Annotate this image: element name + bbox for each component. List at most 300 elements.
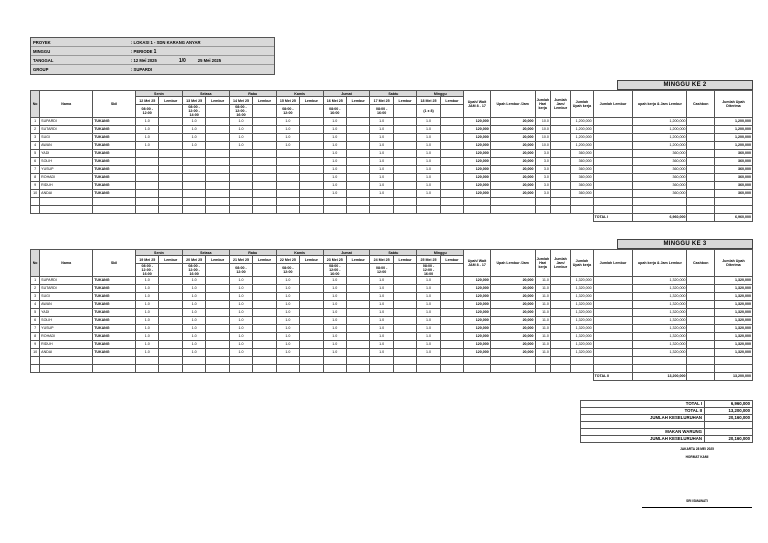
cell-jam bbox=[550, 118, 570, 126]
cell-lembur bbox=[347, 325, 370, 333]
blank-cell bbox=[40, 365, 93, 373]
blank-cell bbox=[440, 365, 463, 373]
cell-day: 1.0 bbox=[370, 277, 393, 285]
col-jumlah-hari: Jumlah Hari kerja bbox=[535, 250, 550, 277]
project-header bbox=[30, 37, 275, 75]
blank-cell bbox=[550, 357, 570, 365]
total-spacer bbox=[31, 373, 594, 381]
cell-lembur bbox=[440, 341, 463, 349]
cell-upah-kerja-jam: 1,320,000 bbox=[633, 333, 687, 341]
cell-lembur bbox=[440, 349, 463, 357]
cell-lembur bbox=[440, 118, 463, 126]
cell-day bbox=[276, 190, 299, 198]
col-cashbon: Cashbon bbox=[687, 91, 715, 118]
cell-jumlah-lembur bbox=[593, 182, 633, 190]
cell-cashbon bbox=[687, 134, 715, 142]
cell-upah-kerja-jam: 1,320,000 bbox=[633, 309, 687, 317]
cell-lembur bbox=[347, 174, 370, 182]
cell-nama: YADI bbox=[40, 150, 93, 158]
blank-cell bbox=[40, 206, 93, 214]
cell-day: 1.0 bbox=[276, 349, 299, 357]
cell-upah-kerja: 1,320,000 bbox=[571, 277, 593, 285]
summary-label: MAKAN WARUNG bbox=[581, 429, 705, 436]
cell-day: 1.0 bbox=[136, 333, 159, 341]
cell-day: 1.0 bbox=[229, 309, 252, 317]
blank-cell bbox=[229, 198, 252, 206]
cell-lembur bbox=[300, 277, 323, 285]
cell-lembur bbox=[159, 118, 182, 126]
cell-upah-kerja: 360,000 bbox=[571, 190, 593, 198]
blank-cell bbox=[535, 206, 550, 214]
cell-day: 1.0 bbox=[276, 142, 299, 150]
day-time: 08:00 - 12:00 - 14:00 bbox=[182, 105, 205, 118]
cell-lembur bbox=[253, 134, 276, 142]
cell-lembur-jam: 20,000 bbox=[490, 182, 535, 190]
cell-day: 1.0 bbox=[323, 182, 346, 190]
blank-cell bbox=[535, 198, 550, 206]
cell-day: 1.0 bbox=[182, 293, 205, 301]
cell-day: 1.0 bbox=[417, 142, 440, 150]
cell-hari: 3.0 bbox=[535, 150, 550, 158]
blank-cell bbox=[550, 198, 570, 206]
total-cashbon bbox=[687, 373, 715, 381]
cell-total: 1,200,000 bbox=[714, 126, 752, 134]
cell-jumlah-lembur bbox=[593, 166, 633, 174]
cell-hari: 11.0 bbox=[535, 325, 550, 333]
cell-lembur-jam: 20,000 bbox=[490, 166, 535, 174]
day-date: 18 Mei 25 bbox=[417, 97, 440, 105]
day-date: 16 Mei 25 bbox=[323, 97, 346, 105]
cell-skil: TUKANG bbox=[93, 174, 136, 182]
cell-cashbon bbox=[687, 190, 715, 198]
cell-jam bbox=[550, 182, 570, 190]
cell-lembur bbox=[393, 166, 416, 174]
cell-lembur bbox=[206, 333, 229, 341]
cell-cashbon bbox=[687, 182, 715, 190]
cell-lembur bbox=[253, 174, 276, 182]
blank-cell bbox=[571, 198, 593, 206]
cell-total: 360,000 bbox=[714, 158, 752, 166]
table-row bbox=[31, 126, 753, 134]
day-lembur-empty bbox=[347, 105, 370, 118]
cell-jumlah-lembur bbox=[593, 285, 633, 293]
blank-cell bbox=[159, 198, 182, 206]
cell-lembur bbox=[440, 285, 463, 293]
day-lembur: Lembur bbox=[440, 256, 463, 264]
cell-skil: TUKANG bbox=[93, 325, 136, 333]
cell-lembur-jam: 20,000 bbox=[490, 317, 535, 325]
cell-upah-kerja: 360,000 bbox=[571, 166, 593, 174]
table-row bbox=[31, 317, 753, 325]
cell-jam bbox=[550, 317, 570, 325]
cell-nama: SUTARDI bbox=[40, 126, 93, 134]
cell-day: 1.0 bbox=[417, 285, 440, 293]
blank-cell bbox=[464, 357, 491, 365]
blank-cell bbox=[206, 206, 229, 214]
cell-lembur bbox=[347, 190, 370, 198]
col-upah-kerja-jam: upah kerja & Jam Lembur bbox=[633, 91, 687, 118]
cell-lembur bbox=[440, 142, 463, 150]
day-date: 22 Mei 25 bbox=[276, 256, 299, 264]
summary-row bbox=[581, 429, 753, 436]
cell-upah-kerja-jam: 360,000 bbox=[633, 158, 687, 166]
date-separator: 1/0 bbox=[178, 58, 186, 64]
cell-skil: TUKANG bbox=[93, 317, 136, 325]
day-lembur: Lembur bbox=[300, 97, 323, 105]
cell-upah: 120,000 bbox=[464, 142, 491, 150]
blank-cell bbox=[633, 198, 687, 206]
cell-cashbon bbox=[687, 301, 715, 309]
cell-hari: 3.0 bbox=[535, 166, 550, 174]
cell-lembur bbox=[393, 285, 416, 293]
cell-upah-kerja: 1,200,000 bbox=[571, 134, 593, 142]
cell-jam bbox=[550, 277, 570, 285]
header-row-group bbox=[31, 65, 274, 74]
cell-lembur-jam: 20,000 bbox=[490, 325, 535, 333]
summary-row bbox=[581, 436, 753, 443]
col-day: Selasa bbox=[182, 250, 229, 256]
cell-upah-kerja-jam: 1,320,000 bbox=[633, 317, 687, 325]
cell-no: 9 bbox=[31, 341, 40, 349]
blank-cell bbox=[323, 357, 346, 365]
table-row bbox=[31, 341, 753, 349]
blank-cell bbox=[136, 206, 159, 214]
col-day: Rabu bbox=[229, 91, 276, 97]
period-number: 1 bbox=[153, 49, 157, 55]
day-time: 08:00 - 12:00 - 16:00 bbox=[182, 264, 205, 277]
col-jumlah-upah-kerja: Jumlah Upah kerja bbox=[571, 91, 593, 118]
cell-nama: YADI bbox=[40, 309, 93, 317]
summary-value: 13,200,000 bbox=[705, 408, 753, 415]
blank-cell bbox=[276, 365, 299, 373]
cell-day bbox=[276, 166, 299, 174]
cell-skil: TUKANG bbox=[93, 285, 136, 293]
cell-day: 1.0 bbox=[182, 309, 205, 317]
cell-day: 1.0 bbox=[417, 182, 440, 190]
cell-lembur bbox=[159, 126, 182, 134]
cell-lembur bbox=[253, 285, 276, 293]
cell-lembur bbox=[253, 293, 276, 301]
cell-total: 1,320,000 bbox=[714, 325, 752, 333]
blank-cell bbox=[393, 357, 416, 365]
cell-upah-kerja: 1,320,000 bbox=[571, 333, 593, 341]
cell-total: 360,000 bbox=[714, 182, 752, 190]
cell-nama: ROHADI bbox=[40, 333, 93, 341]
cell-day: 1.0 bbox=[229, 317, 252, 325]
cell-day: 1.0 bbox=[182, 349, 205, 357]
blank-cell bbox=[714, 206, 752, 214]
cell-lembur bbox=[159, 285, 182, 293]
cell-jam bbox=[550, 166, 570, 174]
blank-cell bbox=[300, 206, 323, 214]
cell-upah: 120,000 bbox=[464, 317, 491, 325]
cell-upah-kerja: 1,320,000 bbox=[571, 349, 593, 357]
blank-cell bbox=[93, 206, 136, 214]
cell-upah: 120,000 bbox=[464, 309, 491, 317]
table-row bbox=[31, 166, 753, 174]
blank-cell bbox=[550, 206, 570, 214]
cell-lembur bbox=[159, 301, 182, 309]
col-day: Selasa bbox=[182, 91, 229, 97]
cell-day: 1.0 bbox=[276, 118, 299, 126]
cell-day: 1.0 bbox=[276, 134, 299, 142]
day-date: 24 Mei 25 bbox=[370, 256, 393, 264]
cell-lembur bbox=[253, 333, 276, 341]
cell-day: 1.0 bbox=[323, 142, 346, 150]
period-label: : PERIODE bbox=[131, 49, 153, 54]
cell-day: 1.0 bbox=[229, 285, 252, 293]
blank-cell bbox=[182, 206, 205, 214]
cell-lembur bbox=[206, 325, 229, 333]
blank-cell bbox=[347, 357, 370, 365]
header-row-proyek bbox=[31, 38, 274, 47]
cell-lembur bbox=[159, 333, 182, 341]
cell-jumlah-lembur bbox=[593, 293, 633, 301]
cell-day: 1.0 bbox=[417, 293, 440, 301]
cell-lembur bbox=[440, 166, 463, 174]
blank-cell bbox=[571, 357, 593, 365]
cell-total: 1,320,000 bbox=[714, 349, 752, 357]
cell-no: 8 bbox=[31, 333, 40, 341]
blank-row bbox=[31, 198, 753, 206]
cell-nama: ANDAI bbox=[40, 190, 93, 198]
blank-cell bbox=[593, 206, 633, 214]
cell-day bbox=[229, 182, 252, 190]
blank-cell bbox=[370, 198, 393, 206]
blank-cell bbox=[687, 365, 715, 373]
cell-day: 1.0 bbox=[182, 333, 205, 341]
day-lembur-empty bbox=[393, 105, 416, 118]
blank-cell bbox=[714, 198, 752, 206]
table-row bbox=[31, 277, 753, 285]
cell-lembur bbox=[440, 317, 463, 325]
cell-day: 1.0 bbox=[182, 134, 205, 142]
cell-day: 1.0 bbox=[323, 285, 346, 293]
cell-lembur bbox=[300, 309, 323, 317]
cell-lembur bbox=[440, 126, 463, 134]
cell-skil: TUKANG bbox=[93, 166, 136, 174]
day-lembur-empty bbox=[206, 105, 229, 118]
cell-day: 1.0 bbox=[136, 325, 159, 333]
cell-day bbox=[182, 150, 205, 158]
cell-lembur bbox=[393, 174, 416, 182]
cell-no: 2 bbox=[31, 285, 40, 293]
cell-lembur-jam: 20,000 bbox=[490, 309, 535, 317]
cell-hari: 11.0 bbox=[535, 285, 550, 293]
day-time: 08:00 - 12:00 - 16:00 bbox=[136, 264, 159, 277]
cell-upah-kerja: 1,200,000 bbox=[571, 118, 593, 126]
day-lembur-empty bbox=[159, 105, 182, 118]
table-row bbox=[31, 134, 753, 142]
cell-day: 1.0 bbox=[417, 349, 440, 357]
cell-lembur-jam: 20,000 bbox=[490, 293, 535, 301]
blank-cell bbox=[593, 357, 633, 365]
cell-lembur bbox=[300, 333, 323, 341]
cell-lembur bbox=[300, 285, 323, 293]
cell-total: 1,200,000 bbox=[714, 118, 752, 126]
cell-no: 6 bbox=[31, 317, 40, 325]
day-date: 20 Mei 25 bbox=[182, 256, 205, 264]
col-upah-wait: Upah/ Wait JAM 8 - 17 bbox=[464, 250, 491, 277]
col-jumlah-jam: Jumlah Jam/ Lembur bbox=[550, 250, 570, 277]
cell-lembur bbox=[206, 317, 229, 325]
summary-label: JUMLAH KESELURUHAN bbox=[581, 436, 705, 443]
cell-hari: 10.0 bbox=[535, 142, 550, 150]
cell-day: 1.0 bbox=[323, 341, 346, 349]
cell-upah-kerja-jam: 1,200,000 bbox=[633, 134, 687, 142]
cell-lembur-jam: 20,000 bbox=[490, 174, 535, 182]
cell-hari: 11.0 bbox=[535, 333, 550, 341]
cell-jam bbox=[550, 349, 570, 357]
day-lembur-empty bbox=[393, 264, 416, 277]
cell-lembur bbox=[347, 349, 370, 357]
cell-no: 4 bbox=[31, 142, 40, 150]
cell-hari: 11.0 bbox=[535, 309, 550, 317]
cell-cashbon bbox=[687, 150, 715, 158]
blank-cell bbox=[370, 357, 393, 365]
cell-jumlah-lembur bbox=[593, 341, 633, 349]
cell-no: 10 bbox=[31, 190, 40, 198]
cell-lembur bbox=[347, 166, 370, 174]
cell-lembur bbox=[393, 293, 416, 301]
cell-lembur bbox=[206, 190, 229, 198]
cell-day: 1.0 bbox=[136, 309, 159, 317]
cell-day: 1.0 bbox=[136, 277, 159, 285]
cell-jumlah-lembur bbox=[593, 118, 633, 126]
cell-day: 1.0 bbox=[370, 134, 393, 142]
day-lembur: Lembur bbox=[159, 97, 182, 105]
cell-jumlah-lembur bbox=[593, 158, 633, 166]
cell-upah: 120,000 bbox=[464, 325, 491, 333]
cell-lembur bbox=[300, 317, 323, 325]
cell-lembur bbox=[300, 166, 323, 174]
cell-jam bbox=[550, 301, 570, 309]
cell-day: 1.0 bbox=[136, 293, 159, 301]
cell-lembur bbox=[440, 293, 463, 301]
cell-cashbon bbox=[687, 325, 715, 333]
cell-day: 1.0 bbox=[370, 349, 393, 357]
cell-lembur bbox=[347, 277, 370, 285]
day-lembur: Lembur bbox=[393, 97, 416, 105]
week2-title: MINGGU KE 2 bbox=[617, 80, 753, 90]
cell-lembur bbox=[393, 126, 416, 134]
cell-day: 1.0 bbox=[276, 325, 299, 333]
cell-jam bbox=[550, 158, 570, 166]
blank-cell bbox=[440, 357, 463, 365]
cell-lembur bbox=[347, 118, 370, 126]
blank-cell bbox=[253, 198, 276, 206]
blank-cell bbox=[687, 198, 715, 206]
blank-cell bbox=[253, 206, 276, 214]
cell-day: 1.0 bbox=[417, 150, 440, 158]
cell-nama: ROHADI bbox=[40, 174, 93, 182]
day-date: 21 Mei 25 bbox=[229, 256, 252, 264]
summary-value: 6,960,000 bbox=[705, 401, 753, 408]
blank-cell bbox=[93, 198, 136, 206]
cell-day: 1.0 bbox=[370, 190, 393, 198]
day-lembur: Lembur bbox=[347, 97, 370, 105]
cell-lembur bbox=[206, 285, 229, 293]
cell-no: 6 bbox=[31, 158, 40, 166]
cell-skil: TUKANG bbox=[93, 341, 136, 349]
cell-day: 1.0 bbox=[229, 118, 252, 126]
day-time: 08:00 - 12:00 - 16:00 bbox=[417, 264, 440, 277]
cell-no: 1 bbox=[31, 118, 40, 126]
cell-cashbon bbox=[687, 126, 715, 134]
day-lembur-empty bbox=[253, 105, 276, 118]
cell-lembur bbox=[300, 158, 323, 166]
blank-cell bbox=[464, 198, 491, 206]
blank-cell bbox=[300, 198, 323, 206]
cell-jumlah-lembur bbox=[593, 325, 633, 333]
day-lembur: Lembur bbox=[393, 256, 416, 264]
header-value bbox=[131, 56, 274, 64]
cell-day: 1.0 bbox=[323, 333, 346, 341]
cell-total: 1,320,000 bbox=[714, 341, 752, 349]
cell-jumlah-lembur bbox=[593, 333, 633, 341]
cell-lembur bbox=[300, 150, 323, 158]
cell-hari: 3.0 bbox=[535, 190, 550, 198]
cell-lembur bbox=[159, 174, 182, 182]
cell-lembur bbox=[440, 190, 463, 198]
table-row bbox=[31, 293, 753, 301]
cell-day: 1.0 bbox=[276, 285, 299, 293]
cell-upah: 120,000 bbox=[464, 174, 491, 182]
cell-skil: TUKANG bbox=[93, 349, 136, 357]
cell-lembur bbox=[206, 182, 229, 190]
cell-lembur bbox=[159, 142, 182, 150]
cell-no: 3 bbox=[31, 293, 40, 301]
day-lembur: Lembur bbox=[253, 256, 276, 264]
summary-row bbox=[581, 408, 753, 415]
blank-cell bbox=[440, 206, 463, 214]
cell-day bbox=[182, 174, 205, 182]
cell-lembur bbox=[300, 341, 323, 349]
cell-day: 1.0 bbox=[370, 325, 393, 333]
day-lembur: Lembur bbox=[206, 256, 229, 264]
day-time: 08:00 - 12:00 - 16:00 bbox=[323, 264, 346, 277]
cell-day: 1.0 bbox=[229, 142, 252, 150]
cell-lembur bbox=[253, 341, 276, 349]
cell-day: 1.0 bbox=[323, 134, 346, 142]
cell-lembur bbox=[393, 134, 416, 142]
cell-cashbon bbox=[687, 309, 715, 317]
cell-lembur bbox=[347, 150, 370, 158]
col-skil: Skil bbox=[93, 91, 136, 118]
cell-upah: 120,000 bbox=[464, 158, 491, 166]
day-lembur-empty bbox=[253, 264, 276, 277]
week3-table bbox=[30, 249, 753, 381]
cell-lembur bbox=[206, 309, 229, 317]
cell-day: 1.0 bbox=[370, 118, 393, 126]
cell-upah: 120,000 bbox=[464, 341, 491, 349]
cell-hari: 10.0 bbox=[535, 118, 550, 126]
blank-cell bbox=[93, 365, 136, 373]
summary-value: 20,160,000 bbox=[705, 415, 753, 422]
cell-day bbox=[136, 182, 159, 190]
day-date: 14 Mei 25 bbox=[229, 97, 252, 105]
blank-cell bbox=[159, 206, 182, 214]
blank-cell bbox=[490, 198, 535, 206]
day-time: 08:00 - 12:00 bbox=[136, 105, 159, 118]
cell-cashbon bbox=[687, 293, 715, 301]
cell-nama: AWAN bbox=[40, 142, 93, 150]
col-jumlah-upah-kerja: Jumlah Upah kerja bbox=[571, 250, 593, 277]
cell-lembur bbox=[159, 293, 182, 301]
blank-cell bbox=[440, 198, 463, 206]
day-lembur-empty bbox=[440, 105, 463, 118]
day-date: 17 Mei 25 bbox=[370, 97, 393, 105]
